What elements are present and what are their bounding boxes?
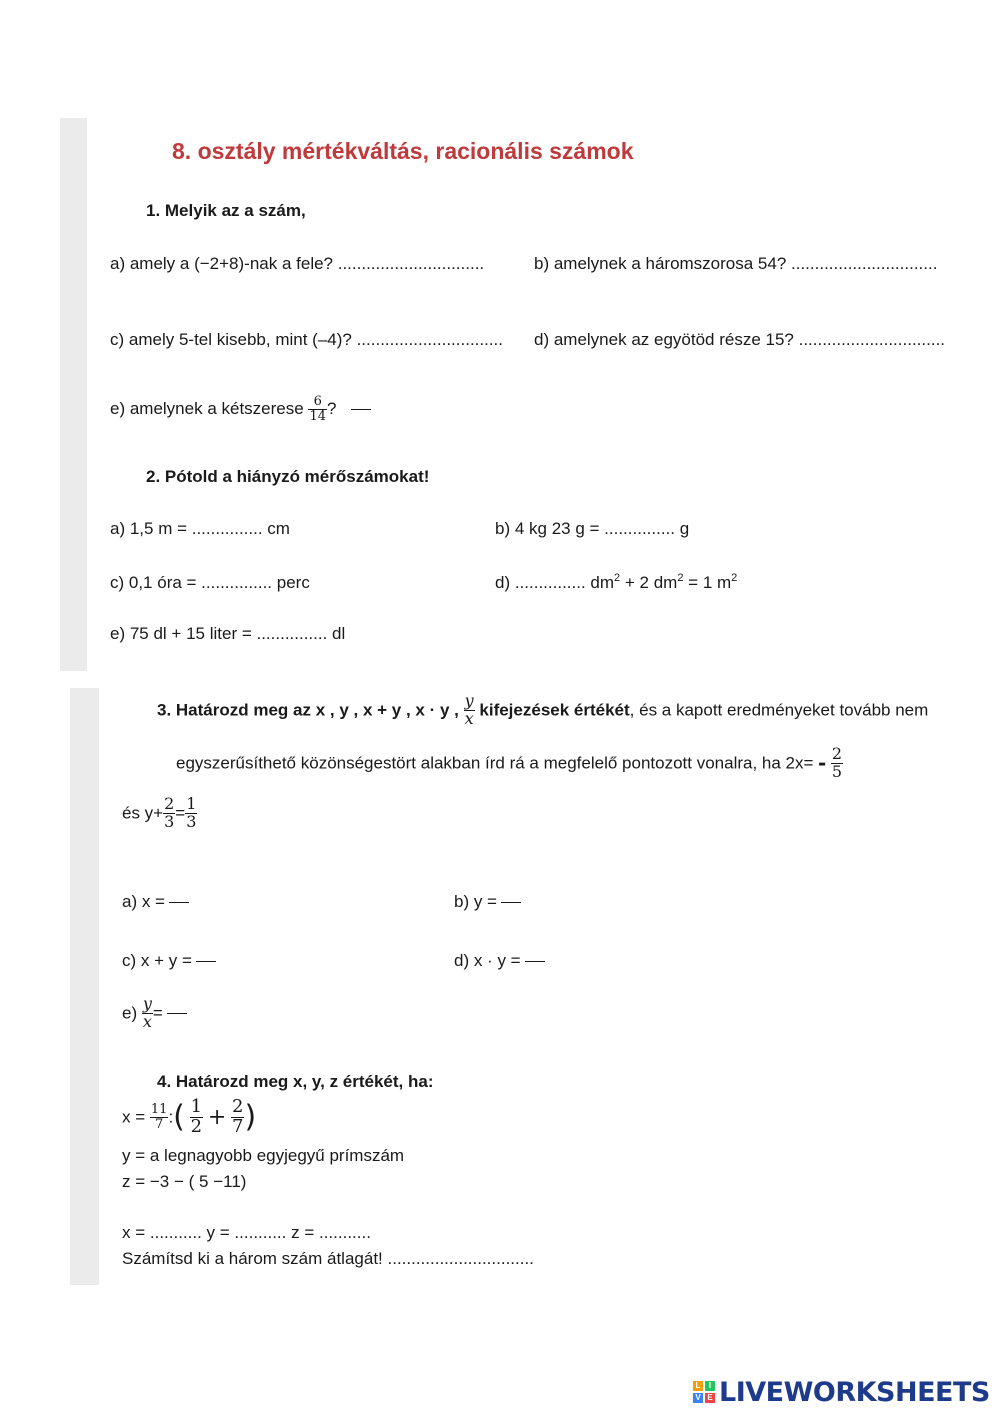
task4-x-pre: x = <box>122 1107 146 1127</box>
task3-heading-bold: 3. Határozd meg az x , y , x + y , x · y , <box>157 700 459 720</box>
logo-mark-icon <box>693 1381 715 1403</box>
task1-e-num: 6 <box>308 395 327 410</box>
task4-f1-num: 11 <box>150 1102 168 1118</box>
liveworksheets-logo <box>693 1375 990 1409</box>
task4-colon: : <box>168 1107 174 1127</box>
task3-line3-pre: és y+ <box>122 803 164 823</box>
task3-x-fraction <box>831 746 843 781</box>
task1-e-fraction <box>308 395 327 423</box>
task1-e <box>110 395 371 423</box>
task3-line2-text: egyszerűsíthető közönségestört alakban írd rá a megfelelő pontozott vonalra, ha 2x= <box>176 753 814 773</box>
task1-heading: 1. Melyik az a szám, <box>146 201 306 220</box>
task4-answers: x = ........... y = ........... z = ........... <box>122 1223 371 1242</box>
task4-average: Számítsd ki a három szám átlagát! ............................... <box>122 1249 534 1268</box>
task3-e-den: x <box>142 1011 152 1031</box>
task3-heading-frac-den: x <box>464 708 474 728</box>
task3-x-num: 2 <box>831 744 843 763</box>
task3-line2 <box>176 746 843 781</box>
task4-f1-den: 7 <box>155 1116 164 1132</box>
left-margin-bar-bottom <box>70 688 99 1285</box>
task4-f3-num: 2 <box>231 1096 244 1117</box>
left-margin-bar-top <box>60 118 87 671</box>
task2-a: a) 1,5 m = ............... cm <box>110 519 290 538</box>
task2-heading: 2. Pótold a hiányzó mérőszámokat! <box>146 467 430 486</box>
task3-y-frac1 <box>163 796 175 831</box>
task3-b-answer-input[interactable] <box>501 902 521 903</box>
task4-y-line: y = a legnagyobb egyjegyű prímszám <box>122 1146 405 1165</box>
task4-rparen: ) <box>244 1099 257 1135</box>
task3-e-eq: = <box>152 1003 163 1023</box>
task4-lparen: ( <box>173 1099 185 1135</box>
task3-c-answer-input[interactable] <box>196 961 216 962</box>
task1-b: b) amelynek a háromszorosa 54? ............................... <box>534 254 938 273</box>
logo-mark-l: L <box>693 1381 703 1391</box>
task1-a: a) amely a (−2+8)-nak a fele? ............................... <box>110 254 485 273</box>
task3-heading <box>157 693 928 728</box>
task3-y-num2: 1 <box>186 794 197 813</box>
task3-b-label: b) y = <box>454 892 497 911</box>
task3-d-label: d) x · y = <box>454 951 521 970</box>
task3-y-num1: 2 <box>164 794 175 813</box>
task1-e-den: 14 <box>309 408 326 424</box>
task3-y-frac2 <box>185 796 197 831</box>
task4-z-line: z = −3 − ( 5 −11) <box>122 1172 247 1191</box>
task3-heading-fraction <box>464 693 475 728</box>
task3-b <box>454 892 521 912</box>
task3-e-num: y <box>142 994 152 1013</box>
task1-e-q: ? <box>326 399 337 419</box>
task2-c: c) 0,1 óra = ............... perc <box>110 573 310 592</box>
task3-e-pre: e) <box>122 1003 138 1023</box>
page-title: 8. osztály mértékváltás, racionális számok <box>172 138 634 164</box>
task3-e <box>122 996 187 1031</box>
task4-f2-den: 2 <box>190 1115 203 1137</box>
task2-d-pre: d) ............... dm <box>495 573 615 592</box>
task3-y-den1: 3 <box>164 811 175 831</box>
task4-frac2 <box>190 1098 203 1137</box>
task3-heading-frac-num: y <box>464 691 474 710</box>
task1-e-text: e) amelynek a kétszerese <box>110 399 304 419</box>
task3-e-fraction <box>142 996 153 1031</box>
logo-mark-i: I <box>705 1381 715 1391</box>
task3-x-den: 5 <box>831 761 843 781</box>
task3-c <box>122 951 216 971</box>
task1-c: c) amely 5-tel kisebb, mint (–4)? ............................... <box>110 330 504 349</box>
task3-c-label: c) x + y = <box>122 951 192 970</box>
task3-d <box>454 951 545 971</box>
task4-frac1 <box>150 1103 169 1131</box>
task2-d-sup1: 2 <box>614 572 621 584</box>
logo-text: LIVEWORKSHEETS <box>719 1376 990 1408</box>
task3-minus: - <box>818 749 827 777</box>
logo-mark-v: V <box>693 1393 703 1403</box>
task4-heading: 4. Határozd meg x, y, z értékét, ha: <box>157 1072 434 1091</box>
task4-x-expression <box>122 1098 256 1137</box>
task4-f2-num: 1 <box>190 1096 203 1117</box>
task2-d-post: = 1 m <box>683 573 732 592</box>
task2-d <box>495 573 737 593</box>
task4-frac3 <box>231 1098 244 1137</box>
task2-d-mid: + 2 dm <box>620 573 678 592</box>
task1-d: d) amelynek az egyötöd része 15? ............................... <box>534 330 946 349</box>
task2-b: b) 4 kg 23 g = ............... g <box>495 519 690 538</box>
task3-e-answer-input[interactable] <box>167 1013 187 1014</box>
task3-heading-rest: , és a kapott eredményeket tovább nem <box>629 700 929 720</box>
task3-line3 <box>122 796 197 831</box>
task2-e: e) 75 dl + 15 liter = ............... dl <box>110 624 346 643</box>
logo-mark-e: E <box>705 1393 715 1403</box>
task3-heading-bold2: kifejezések értékét <box>479 700 630 720</box>
task3-a-label: a) x = <box>122 892 165 911</box>
task4-plus: + <box>207 1104 227 1130</box>
task3-a <box>122 892 189 912</box>
task3-a-answer-input[interactable] <box>169 902 189 903</box>
task2-d-sup3: 2 <box>731 572 738 584</box>
task1-e-answer-input[interactable] <box>351 409 371 410</box>
task3-y-den2: 3 <box>186 811 197 831</box>
task2-d-sup2: 2 <box>677 572 684 584</box>
task3-d-answer-input[interactable] <box>525 961 545 962</box>
task3-eq: = <box>175 803 186 823</box>
task4-f3-den: 7 <box>231 1115 244 1137</box>
